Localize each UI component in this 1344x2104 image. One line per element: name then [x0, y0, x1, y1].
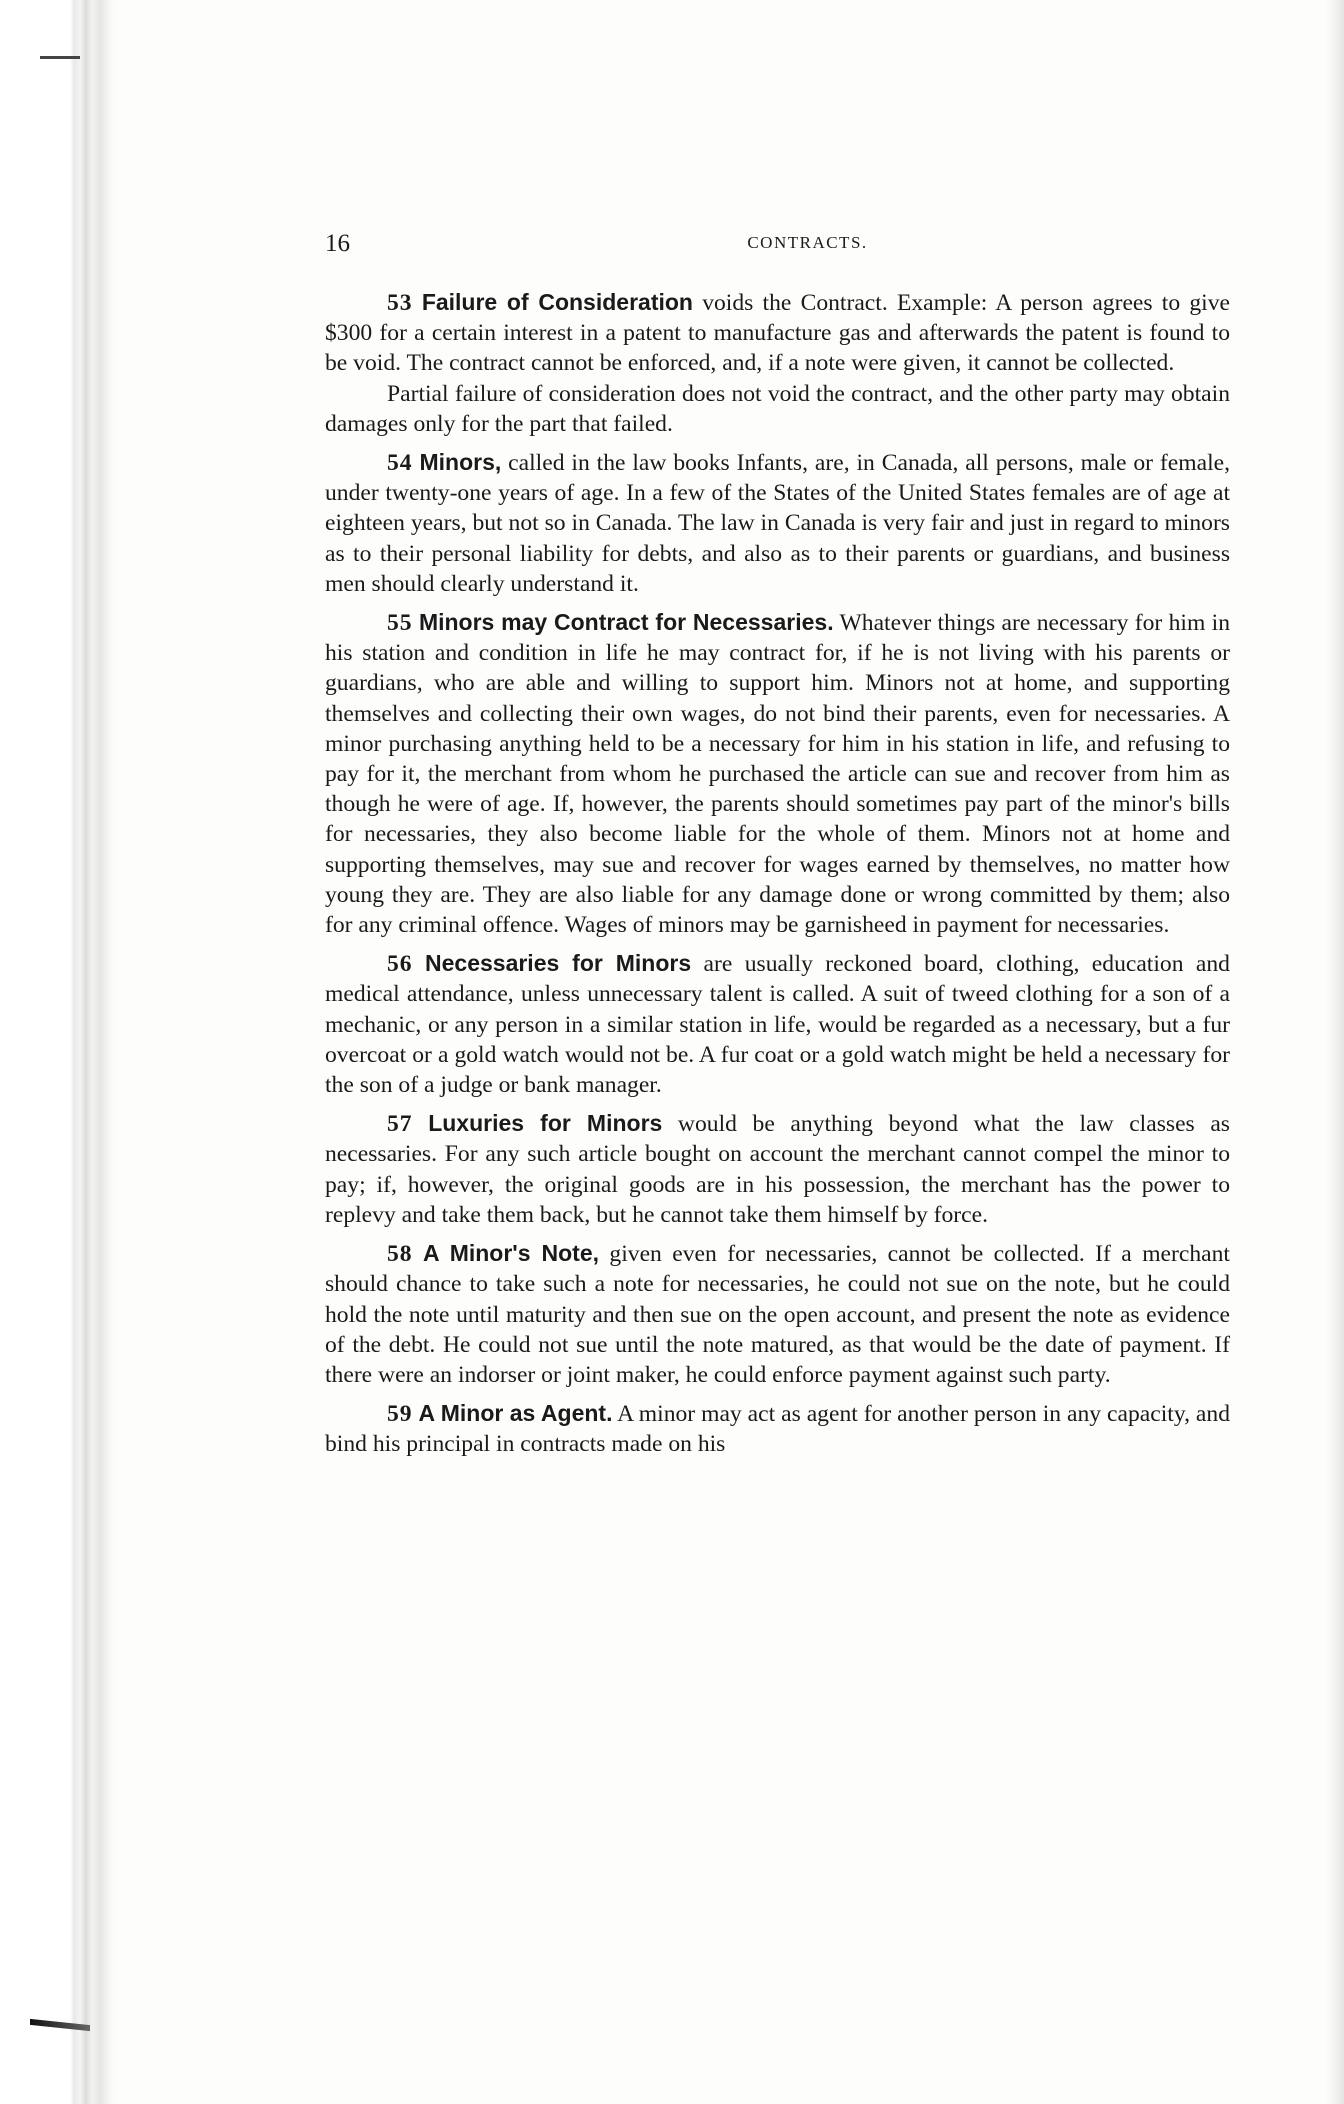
- section-heading: Minors,: [419, 449, 502, 476]
- section-58: [325, 1238, 1230, 1390]
- section-heading: A Minor's Note,: [423, 1240, 599, 1267]
- running-head: [325, 230, 1230, 260]
- page-number: 16: [325, 230, 350, 257]
- section-56: [325, 948, 1230, 1100]
- section-text: voids the Contract. Example: A person agrees to give $300 for a certain interest in a patent to manufacture gas and afterwards the patent is found to be void. The contract cannot be enforced, and, if a note were given, it cannot be collected.: [325, 290, 1230, 377]
- page-edge: [1326, 0, 1344, 2104]
- section-number: 57: [387, 1111, 413, 1138]
- section-57: [325, 1108, 1230, 1230]
- gutter-mark: [40, 56, 80, 59]
- section-heading: Luxuries for Minors: [428, 1110, 663, 1137]
- section-number: 55: [387, 610, 413, 637]
- section-number: 54: [387, 450, 413, 477]
- section-53-continuation: [325, 379, 1230, 439]
- body-text: [325, 287, 1230, 1460]
- running-title: CONTRACTS.: [747, 233, 868, 252]
- section-number: 56: [387, 951, 413, 978]
- section-text: given even for necessaries, cannot be collected. If a merchant should chance to take such a note for necessaries, he could not sue on the note, but he could hold the note until maturity and then sue on the open account, and present the note as evidence of the debt. He could not sue until the note matured, as that would be the date of payment. If there were an indorser or joint maker, he could enforce payment against such party.: [325, 1241, 1230, 1388]
- gutter-mark: [30, 2019, 90, 2031]
- section-text: called in the law books Infants, are, in Canada, all persons, male or female, under twenty-one years of age. In a few of the States of the United States females are of age at eighteen years, but not so in Canada. The law in Canada is very fair and just in regard to minors as to their personal liability for debts, and also as to their parents or guardians, and business men should clearly understand it.: [325, 450, 1230, 597]
- section-55: [325, 607, 1230, 940]
- section-number: 59: [387, 1401, 413, 1428]
- section-number: 58: [387, 1241, 413, 1268]
- section-54: [325, 447, 1230, 599]
- binding-gutter: [0, 0, 120, 2104]
- section-text: A minor may act as agent for another person in any capacity, and bind his principal in contracts made on his: [325, 1401, 1230, 1458]
- section-text: would be anything beyond what the law classes as necessaries. For any such article bought on account the merchant cannot compel the minor to pay; if, however, the original goods are in his possession, the merchant has the power to replevy and take them back, but he cannot take them himself by force.: [325, 1111, 1230, 1228]
- section-53: [325, 287, 1230, 379]
- section-heading: A Minor as Agent.: [418, 1400, 613, 1427]
- section-heading: Failure of Consideration: [421, 289, 693, 315]
- section-59: [325, 1398, 1230, 1459]
- section-text: are usually reckoned board, clothing, education and medical attendance, unless unnecessary talent is called. A suit of tweed clothing for a son of a mechanic, or any person in a similar station in life, would be regarded as a necessary, but a fur overcoat or a gold watch would not be. A fur coat or a gold watch might be held a necessary for the son of a judge or bank manager.: [325, 951, 1230, 1099]
- section-heading: Minors may Contract for Necessaries.: [418, 609, 834, 636]
- section-number: 53: [387, 290, 413, 316]
- section-text: Whatever things are necessary for him in his station and condition in life he may contract for, if he is not living with his parents or guardians, who are able and willing to support him. Minors not at home, and supporting themselves and collecting their own wages, do not bind their parents, even for necessaries. A minor purchasing anything held to be a necessary for him in his station in life, and refusing to pay for it, the merchant from whom he purchased the article can sue and recover from him as though he were of age. If, however, the parents should sometimes pay part of the minor's bills for necessaries, they also become liable for the whole of them. Minors not at home and supporting themselves, may sue and recover for wages earned by themselves, no matter how young they are. They are also liable for any damage done or wrong committed by them; also for any criminal offence. Wages of minors may be garnisheed in payment for necessaries.: [325, 610, 1230, 939]
- section-text: Partial failure of consideration does not void the contract, and the other party may obtain damages only for the part that failed.: [325, 380, 1230, 437]
- section-heading: Necessaries for Minors: [425, 950, 692, 977]
